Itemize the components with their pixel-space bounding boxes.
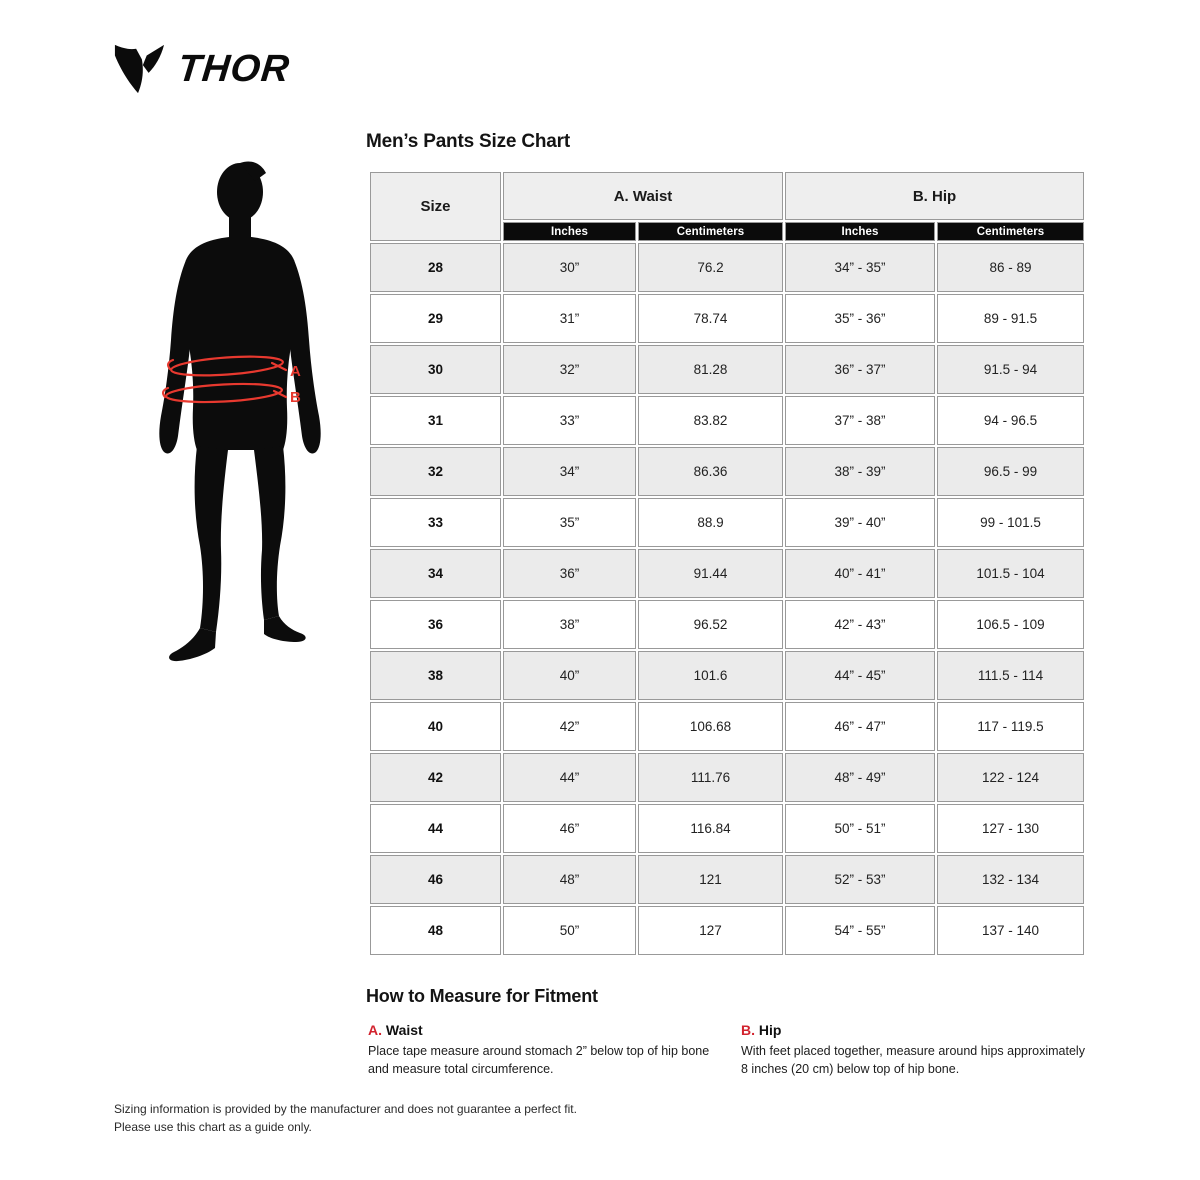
table-row [370, 600, 1084, 649]
size-cell: 48 [370, 906, 501, 955]
value-cell: 42” [503, 702, 636, 751]
figure-label-b: B [290, 389, 301, 406]
measure-section-title: How to Measure for Fitment [366, 986, 598, 1006]
measure-item-waist-heading [368, 1022, 715, 1038]
subheader-waist-centimeters: Centimeters [638, 222, 783, 241]
value-cell: 30” [503, 243, 636, 292]
value-cell: 132 - 134 [937, 855, 1084, 904]
value-cell: 46” - 47” [785, 702, 935, 751]
value-cell: 76.2 [638, 243, 783, 292]
measure-item-hip [741, 1022, 1088, 1078]
value-cell: 127 [638, 906, 783, 955]
table-row [370, 702, 1084, 751]
value-cell: 111.76 [638, 753, 783, 802]
value-cell: 42” - 43” [785, 600, 935, 649]
value-cell: 116.84 [638, 804, 783, 853]
value-cell: 44” [503, 753, 636, 802]
brand-logo [113, 42, 290, 96]
value-cell: 44” - 45” [785, 651, 935, 700]
value-cell: 122 - 124 [937, 753, 1084, 802]
table-row [370, 549, 1084, 598]
value-cell: 38” - 39” [785, 447, 935, 496]
value-cell: 106.68 [638, 702, 783, 751]
value-cell: 78.74 [638, 294, 783, 343]
disclaimer-line-1: Sizing information is provided by the manufacturer and does not guarantee a perfect fit. [114, 1102, 577, 1116]
size-cell: 44 [370, 804, 501, 853]
value-cell: 35” [503, 498, 636, 547]
size-cell: 46 [370, 855, 501, 904]
value-cell: 137 - 140 [937, 906, 1084, 955]
value-cell: 121 [638, 855, 783, 904]
measure-instructions [368, 1022, 1088, 1078]
value-cell: 86 - 89 [937, 243, 1084, 292]
value-cell: 48” [503, 855, 636, 904]
column-header-waist: A. Waist [503, 172, 783, 220]
value-cell: 99 - 101.5 [937, 498, 1084, 547]
value-cell: 106.5 - 109 [937, 600, 1084, 649]
table-row [370, 855, 1084, 904]
value-cell: 96.52 [638, 600, 783, 649]
value-cell: 36” - 37” [785, 345, 935, 394]
page-title: Men’s Pants Size Chart [366, 131, 570, 152]
size-cell: 34 [370, 549, 501, 598]
size-cell: 42 [370, 753, 501, 802]
value-cell: 50” - 51” [785, 804, 935, 853]
size-cell: 28 [370, 243, 501, 292]
value-cell: 39” - 40” [785, 498, 935, 547]
value-cell: 88.9 [638, 498, 783, 547]
size-chart-table-wrap [368, 170, 1086, 957]
value-cell: 38” [503, 600, 636, 649]
table-row [370, 906, 1084, 955]
table-row [370, 498, 1084, 547]
size-cell: 30 [370, 345, 501, 394]
value-cell: 31” [503, 294, 636, 343]
value-cell: 35” - 36” [785, 294, 935, 343]
measure-text-hip: With feet placed together, measure around hips approximately 8 inches (20 cm) below top of hip bone. [741, 1044, 1085, 1077]
value-cell: 101.5 - 104 [937, 549, 1084, 598]
value-cell: 101.6 [638, 651, 783, 700]
value-cell: 96.5 - 99 [937, 447, 1084, 496]
size-cell: 40 [370, 702, 501, 751]
value-cell: 117 - 119.5 [937, 702, 1084, 751]
value-cell: 86.36 [638, 447, 783, 496]
column-header-size: Size [370, 172, 501, 241]
measure-prefix-a: A. [368, 1022, 382, 1038]
value-cell: 32” [503, 345, 636, 394]
value-cell: 40” - 41” [785, 549, 935, 598]
size-cell: 32 [370, 447, 501, 496]
value-cell: 54” - 55” [785, 906, 935, 955]
body-measurement-figure [144, 150, 336, 662]
subheader-waist-inches: Inches [503, 222, 636, 241]
value-cell: 33” [503, 396, 636, 445]
disclaimer-line-2: Please use this chart as a guide only. [114, 1120, 312, 1134]
thor-wordmark: THOR [175, 48, 292, 90]
table-row [370, 243, 1084, 292]
value-cell: 81.28 [638, 345, 783, 394]
value-cell: 52” - 53” [785, 855, 935, 904]
table-row [370, 447, 1084, 496]
size-cell: 33 [370, 498, 501, 547]
table-row [370, 804, 1084, 853]
value-cell: 94 - 96.5 [937, 396, 1084, 445]
value-cell: 48” - 49” [785, 753, 935, 802]
thor-horns-icon [113, 42, 165, 96]
male-silhouette-illustration [144, 150, 336, 662]
measure-label-waist: Waist [385, 1022, 423, 1038]
table-row [370, 294, 1084, 343]
value-cell: 34” [503, 447, 636, 496]
table-row [370, 651, 1084, 700]
size-table-body [370, 243, 1084, 955]
measure-item-hip-heading [741, 1022, 1088, 1038]
value-cell: 91.5 - 94 [937, 345, 1084, 394]
figure-label-a: A [290, 363, 301, 380]
subheader-hip-inches: Inches [785, 222, 935, 241]
table-row [370, 396, 1084, 445]
value-cell: 37” - 38” [785, 396, 935, 445]
value-cell: 50” [503, 906, 636, 955]
size-table [368, 170, 1086, 957]
value-cell: 127 - 130 [937, 804, 1084, 853]
size-cell: 38 [370, 651, 501, 700]
value-cell: 34” - 35” [785, 243, 935, 292]
measure-label-hip: Hip [758, 1022, 782, 1038]
size-cell: 31 [370, 396, 501, 445]
size-cell: 29 [370, 294, 501, 343]
measure-text-waist: Place tape measure around stomach 2” below top of hip bone and measure total circumference. [368, 1044, 710, 1077]
value-cell: 91.44 [638, 549, 783, 598]
column-header-hip: B. Hip [785, 172, 1084, 220]
value-cell: 83.82 [638, 396, 783, 445]
measure-prefix-b: B. [741, 1022, 755, 1038]
value-cell: 40” [503, 651, 636, 700]
footer-disclaimer [114, 1100, 577, 1136]
table-row [370, 753, 1084, 802]
value-cell: 89 - 91.5 [937, 294, 1084, 343]
subheader-hip-centimeters: Centimeters [937, 222, 1084, 241]
value-cell: 46” [503, 804, 636, 853]
value-cell: 36” [503, 549, 636, 598]
value-cell: 111.5 - 114 [937, 651, 1084, 700]
table-row [370, 345, 1084, 394]
measure-item-waist [368, 1022, 715, 1078]
size-cell: 36 [370, 600, 501, 649]
